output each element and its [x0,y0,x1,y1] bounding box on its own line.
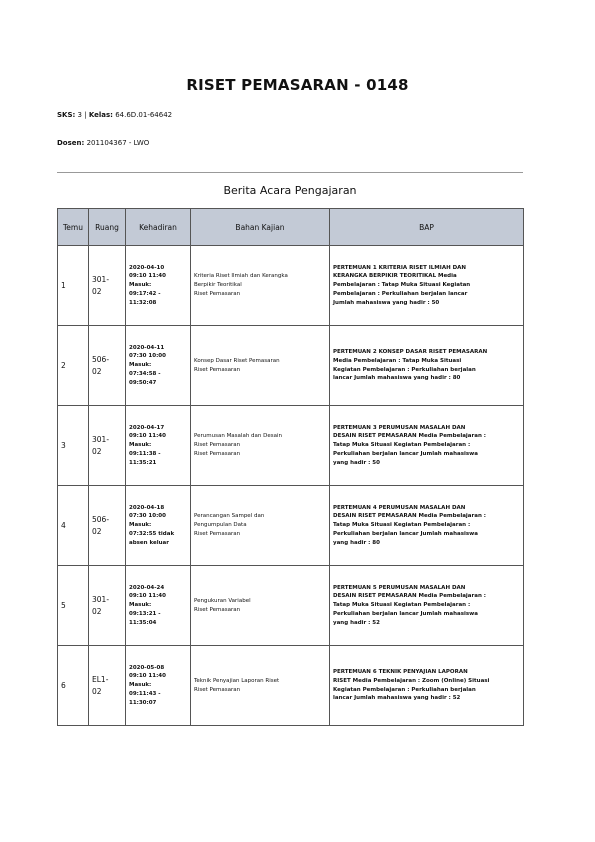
col-kehadiran: Kehadiran [126,209,191,246]
dosen-label: Dosen: [57,139,85,147]
course-meta [57,111,172,119]
cell-bap: PERTEMUAN 1 KRITERIA RISET ILMIAH DAN KERANGKA BERPIKIR TEORITIKAL Media Pembelajaran : Tatap Muka Situasi Kegiatan Pembelajaran : Perkuliahan berjalan lancar Jumlah mahasiswa yang hadir : 50 [330,246,524,326]
dosen-value: 201104367 - LWO [86,139,150,147]
cell-bahan-kajian: Konsep Dasar Riset Pemasaran Riset Pemasaran [191,326,330,406]
cell-temu: 6 [58,646,89,726]
cell-kehadiran: 2020-04-17 09:10 11:40 Masuk: 09:11:38 - 11:35:21 [126,406,191,486]
cell-kehadiran: 2020-04-24 09:10 11:40 Masuk: 09:13:21 - 11:35:04 [126,566,191,646]
cell-bap: PERTEMUAN 3 PERUMUSAN MASALAH DAN DESAIN RISET PEMASARAN Media Pembelajaran : Tatap Muka Situasi Kegiatan Pembelajaran : Perkuliahan berjalan lancar Jumlah mahasiswa yang hadir : 50 [330,406,524,486]
cell-temu: 4 [58,486,89,566]
cell-ruang: 301- 02 [89,406,126,486]
cell-bap: PERTEMUAN 6 TEKNIK PENYAJIAN LAPORAN RISET Media Pembelajaran : Zoom (Online) Situasi Kegiatan Pembelajaran : Perkuliahan berjalan lancar Jumlah mahasiswa yang hadir : 52 [330,646,524,726]
bap-table [57,208,524,726]
divider [57,172,523,173]
table-row [58,326,524,406]
table-body [58,246,524,726]
cell-ruang: 506- 02 [89,326,126,406]
section-title: Berita Acara Pengajaran [223,184,357,197]
cell-ruang: EL1- 02 [89,646,126,726]
cell-kehadiran: 2020-04-10 09:10 11:40 Masuk: 09:17:42 - 11:32:08 [126,246,191,326]
cell-temu: 2 [58,326,89,406]
cell-bahan-kajian: Teknik Penyajian Laporan Riset Riset Pemasaran [191,646,330,726]
table-row [58,246,524,326]
page-title: RISET PEMASARAN - 0148 [186,76,409,94]
cell-bahan-kajian: Kriteria Riset Ilmiah dan Kerangka Berpikir Teoritikal Riset Pemasaran [191,246,330,326]
table-header-row [58,209,524,246]
col-bahan-kajian: Bahan Kajian [191,209,330,246]
cell-bap: PERTEMUAN 2 KONSEP DASAR RISET PEMASARAN Media Pembelajaran : Tatap Muka Situasi Kegiatan Pembelajaran : Perkuliahan berjalan lancar Jumlah mahasiswa yang hadir : 80 [330,326,524,406]
cell-temu: 5 [58,566,89,646]
col-ruang: Ruang [89,209,126,246]
lecturer-meta [57,139,149,147]
cell-kehadiran: 2020-04-11 07:30 10:00 Masuk: 07:34:58 - 09:50:47 [126,326,191,406]
kelas-value: 64.6D.01-64642 [115,111,173,119]
cell-ruang: 506- 02 [89,486,126,566]
cell-ruang: 301- 02 [89,246,126,326]
cell-ruang: 301- 02 [89,566,126,646]
meta-separator: | [84,111,87,119]
cell-bahan-kajian: Perancangan Sampel dan Pengumpulan Data Riset Pemasaran [191,486,330,566]
cell-bahan-kajian: Pengukuran Variabel Riset Pemasaran [191,566,330,646]
cell-kehadiran: 2020-04-18 07:30 10:00 Masuk: 07:32:55 tidak absen keluar [126,486,191,566]
cell-temu: 1 [58,246,89,326]
sks-value: 3 [77,111,83,119]
cell-bahan-kajian: Perumusan Masalah dan Desain Riset Pemasaran Riset Pemasaran [191,406,330,486]
cell-kehadiran: 2020-05-08 09:10 11:40 Masuk: 09:11:43 - 11:30:07 [126,646,191,726]
col-bap: BAP [330,209,524,246]
cell-bap: PERTEMUAN 5 PERUMUSAN MASALAH DAN DESAIN RISET PEMASARAN Media Pembelajaran : Tatap Muka Situasi Kegiatan Pembelajaran : Perkuliahan berjalan lancar Jumlah mahasiswa yang hadir : 52 [330,566,524,646]
table-row [58,566,524,646]
sks-label: SKS: [57,111,76,119]
cell-temu: 3 [58,406,89,486]
cell-bap: PERTEMUAN 4 PERUMUSAN MASALAH DAN DESAIN RISET PEMASARAN Media Pembelajaran : Tatap Muka Situasi Kegiatan Pembelajaran : Perkuliahan berjalan lancar Jumlah mahasiswa yang hadir : 80 [330,486,524,566]
kelas-label: Kelas: [88,111,113,119]
table-row [58,406,524,486]
table-row [58,486,524,566]
col-temu: Temu [58,209,89,246]
table-row [58,646,524,726]
